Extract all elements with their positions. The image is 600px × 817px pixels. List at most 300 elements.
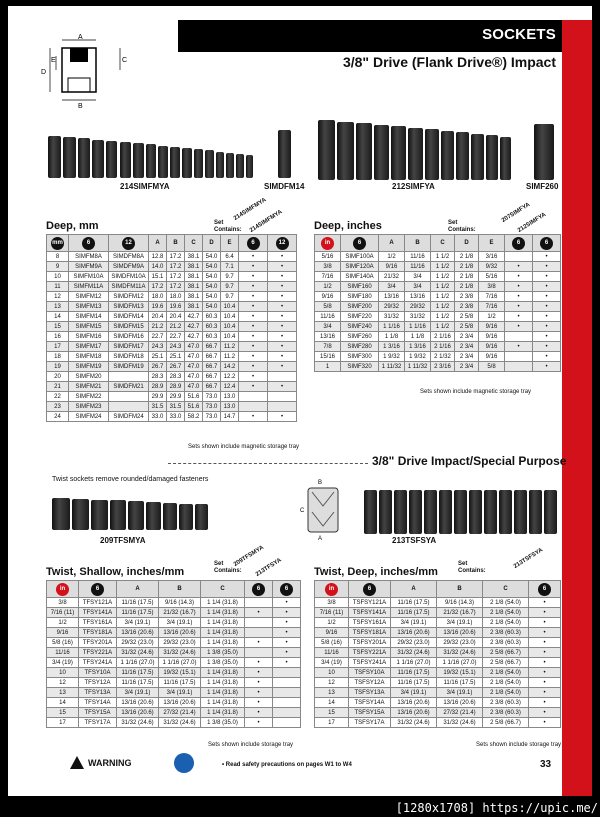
table-cell: 16 xyxy=(47,332,69,342)
table-cell xyxy=(505,332,533,342)
table-cell: 1 1/16 xyxy=(405,322,431,332)
table-row xyxy=(47,698,301,708)
table-cell: 9/16 xyxy=(315,628,349,638)
table-cell: 28.9 xyxy=(167,382,185,392)
table-cell: 29/32 (23.0) xyxy=(391,638,437,648)
table-row xyxy=(315,322,561,332)
col-a: A xyxy=(117,581,159,598)
col-a: A xyxy=(149,235,167,252)
table-cell: 27/32 (21.4) xyxy=(437,708,483,718)
twist-deep-set-label-1: 213TSFSYA xyxy=(512,547,545,570)
col-set-b: 6 xyxy=(533,235,561,252)
table-cell: 15 xyxy=(47,322,69,332)
table-cell: SIMFM23 xyxy=(69,402,109,412)
table-row xyxy=(47,688,301,698)
table-cell: • xyxy=(533,342,561,352)
table-cell: 10.4 xyxy=(221,312,239,322)
table-cell xyxy=(273,698,301,708)
table-cell: 1 3/8 (35.0) xyxy=(201,658,245,668)
table-cell: • xyxy=(533,282,561,292)
table-cell: • xyxy=(268,262,297,272)
table-cell: 12 xyxy=(315,678,349,688)
table-cell: • xyxy=(529,628,561,638)
table-cell: 12.4 xyxy=(221,382,239,392)
table-cell: SIMDFM14 xyxy=(109,312,149,322)
socket-photo xyxy=(205,150,214,178)
table-cell: 19 xyxy=(47,362,69,372)
table-cell: 29.9 xyxy=(167,392,185,402)
table-cell: 3/4 (19.1) xyxy=(437,618,483,628)
table-cell: SIMFM12 xyxy=(69,292,109,302)
table-cell: SIMFM21 xyxy=(69,382,109,392)
table-cell: 47.0 xyxy=(185,362,203,372)
table-cell: 19/32 (15.1) xyxy=(159,668,201,678)
table-cell: 17.2 xyxy=(167,262,185,272)
table-cell: 19/32 (15.1) xyxy=(437,668,483,678)
table-cell: 2 1/8 (54.0) xyxy=(483,668,529,678)
table-cell: 11/16 (17.5) xyxy=(391,598,437,608)
table-cell: 2 1/8 xyxy=(455,282,479,292)
table-cell: • xyxy=(529,708,561,718)
table-cell: 54.0 xyxy=(203,282,221,292)
socket-photo xyxy=(408,128,423,181)
table-cell: 31/32 (24.6) xyxy=(391,648,437,658)
table-cell: 2 3/8 (60.3) xyxy=(483,638,529,648)
table-cell: • xyxy=(505,272,533,282)
table-row xyxy=(315,282,561,292)
table-row xyxy=(315,698,561,708)
table-cell: 9.7 xyxy=(221,292,239,302)
table-cell: TSFSY17A xyxy=(349,718,391,728)
table-cell: 3/8 xyxy=(479,282,505,292)
table-cell: 2 5/8 (66.7) xyxy=(483,648,529,658)
table-cell: 3/4 (19.1) xyxy=(391,688,437,698)
table-cell: 11.2 xyxy=(221,352,239,362)
table-cell: 1 9/32 xyxy=(405,352,431,362)
table-cell: 5/8 xyxy=(315,302,341,312)
table-cell xyxy=(273,688,301,698)
table-cell: 11/16 xyxy=(405,252,431,262)
table-cell: 14 xyxy=(47,312,69,322)
table-cell: 20 xyxy=(47,372,69,382)
svg-text:B: B xyxy=(318,480,323,486)
table-row xyxy=(315,718,561,728)
table-cell: 13/16 (20.6) xyxy=(159,698,201,708)
socket-photo xyxy=(499,490,512,534)
table-cell: 31/32 (24.6) xyxy=(391,718,437,728)
table-cell: • xyxy=(268,412,297,422)
table-cell: • xyxy=(273,598,301,608)
socket-photo xyxy=(146,144,157,178)
table-cell: 2 1/16 xyxy=(431,332,455,342)
table-cell: 47.0 xyxy=(185,382,203,392)
col-a: A xyxy=(379,235,405,252)
table-cell: • xyxy=(268,292,297,302)
socket-photo xyxy=(110,500,126,530)
table-cell: 2 1/8 (54.0) xyxy=(483,598,529,608)
table-cell: TFSY181A xyxy=(79,628,117,638)
table-cell: • xyxy=(239,312,268,322)
table-cell: SIMDFM16 xyxy=(109,332,149,342)
col-6pt: 6 xyxy=(69,235,109,252)
table-cell: 11/16 xyxy=(315,312,341,322)
table-cell: • xyxy=(268,352,297,362)
table-cell: TFSY13A xyxy=(79,688,117,698)
table-cell: 1/2 xyxy=(315,282,341,292)
page-number: 33 xyxy=(540,759,552,770)
table-cell: 3/4 xyxy=(405,272,431,282)
socket-photo xyxy=(469,490,482,534)
table-cell: 38.1 xyxy=(185,262,203,272)
table-cell: 31/32 (24.6) xyxy=(117,718,159,728)
table-cell: 1 1/4 (31.8) xyxy=(201,708,245,718)
col-set: 6 xyxy=(529,581,561,598)
table-cell: 5/8 (16) xyxy=(315,638,349,648)
table-cell: 7/16 (11) xyxy=(47,608,79,618)
table-cell: • xyxy=(268,312,297,322)
socket-photo xyxy=(128,501,144,530)
table-row xyxy=(315,342,561,352)
socket-photo xyxy=(364,490,377,534)
table-cell: 11/16 (17.5) xyxy=(117,608,159,618)
table-cell: • xyxy=(533,302,561,312)
table-row xyxy=(47,362,297,372)
table-cell: 13/16 (20.6) xyxy=(159,628,201,638)
table-cell: 11/16 (17.5) xyxy=(391,668,437,678)
table-cell: 31/32 (24.6) xyxy=(159,648,201,658)
table-cell: 73.0 xyxy=(203,412,221,422)
table-cell: 9/16 xyxy=(379,262,405,272)
col-set-a: 6 xyxy=(505,235,533,252)
table-cell: 19.6 xyxy=(167,302,185,312)
table-cell: TFSY15A xyxy=(79,708,117,718)
twist-shallow-set-label-1: 209TFSMYA xyxy=(232,544,265,568)
table-cell: 2 3/8 xyxy=(455,302,479,312)
twist-shallow-table xyxy=(46,580,301,728)
table-row xyxy=(315,362,561,372)
socket-photo xyxy=(182,148,192,178)
table-cell: 1 11/32 xyxy=(405,362,431,372)
table-cell: TFSY201A xyxy=(79,638,117,648)
table-cell: TFSY161A xyxy=(79,618,117,628)
table-row xyxy=(315,292,561,302)
table-cell: 13/16 (20.6) xyxy=(437,628,483,638)
table-cell: 1 11/32 xyxy=(379,362,405,372)
table-row xyxy=(47,598,301,608)
table-cell: 1 1/2 xyxy=(431,302,455,312)
table-cell: 12.2 xyxy=(221,372,239,382)
table-cell: SIMFM11A xyxy=(69,282,109,292)
socket-photo xyxy=(318,120,335,180)
table-cell: 58.2 xyxy=(185,412,203,422)
table-cell: • xyxy=(529,718,561,728)
table-cell: 9/16 xyxy=(479,352,505,362)
table-row xyxy=(47,262,297,272)
table-row xyxy=(315,302,561,312)
deep-in-set-label-1: 207SIMFYA xyxy=(500,201,532,224)
table-cell: 47.0 xyxy=(185,342,203,352)
table-cell: SIMFM8A xyxy=(69,252,109,262)
twist-deep-set-contains: Set Contains: xyxy=(458,561,486,574)
table-cell: TFSY141A xyxy=(79,608,117,618)
table-cell: • xyxy=(268,332,297,342)
twist-socket-diagram xyxy=(298,476,354,542)
table-cell: • xyxy=(505,312,533,322)
table-cell: 1 1/2 xyxy=(431,282,455,292)
table-cell: 10 xyxy=(47,668,79,678)
table-row xyxy=(47,402,297,412)
table-cell: 31/32 (24.6) xyxy=(117,648,159,658)
table-cell: SIMFM13 xyxy=(69,302,109,312)
table-cell: • xyxy=(529,598,561,608)
table-cell: • xyxy=(273,638,301,648)
table-cell: 9/16 xyxy=(315,292,341,302)
table-cell: 51.6 xyxy=(185,402,203,412)
table-row xyxy=(315,252,561,262)
socket-photo xyxy=(441,131,455,181)
table-row xyxy=(315,352,561,362)
socket-photo xyxy=(195,504,208,530)
table-cell: SIMDFM11A xyxy=(109,282,149,292)
socket-simdfm14-photo xyxy=(278,130,291,178)
table-cell: 27/32 (21.4) xyxy=(159,708,201,718)
photo-label-213tsfsya: 213TSFSYA xyxy=(392,536,437,545)
table-row xyxy=(315,648,561,658)
table-cell: 14.2 xyxy=(221,362,239,372)
table-cell: 7/16 xyxy=(315,272,341,282)
table-cell: • xyxy=(273,618,301,628)
col-c: C xyxy=(201,581,245,598)
table-cell: 3/4 (19.1) xyxy=(159,688,201,698)
col-b: B xyxy=(437,581,483,598)
table-cell: TFSY12A xyxy=(79,678,117,688)
col-a: A xyxy=(391,581,437,598)
table-row xyxy=(315,638,561,648)
table-cell: SIMF200 xyxy=(341,302,379,312)
warning-label: WARNING xyxy=(88,758,132,768)
table-cell: 3/16 xyxy=(479,252,505,262)
table-cell: 19.6 xyxy=(149,302,167,312)
table-cell: 38.1 xyxy=(185,282,203,292)
table-row xyxy=(47,392,297,402)
table-cell: 14 xyxy=(315,698,349,708)
table-cell: • xyxy=(268,382,297,392)
deep-in-set-label-2: 212SIMFYA xyxy=(516,211,548,234)
table-cell xyxy=(268,372,297,382)
table-cell: 5/16 xyxy=(315,252,341,262)
dim-d-label: D xyxy=(41,69,47,76)
table-cell: TSFSY241A xyxy=(349,658,391,668)
table-cell: SIMF240 xyxy=(341,322,379,332)
table-cell: TSFSY161A xyxy=(349,618,391,628)
table-cell: 54.0 xyxy=(203,252,221,262)
table-cell: • xyxy=(239,332,268,342)
table-cell: 54.0 xyxy=(203,302,221,312)
table-cell xyxy=(245,598,273,608)
table-cell: 1 1/16 (27.0) xyxy=(391,658,437,668)
table-cell: 9/16 xyxy=(479,332,505,342)
table-cell: 12 xyxy=(47,292,69,302)
table-cell: 13/16 (20.6) xyxy=(117,628,159,638)
table-cell: 2 1/32 xyxy=(431,352,455,362)
table-cell xyxy=(505,352,533,362)
table-cell xyxy=(109,372,149,382)
table-cell xyxy=(273,708,301,718)
table-cell: SIMDFM8A xyxy=(109,252,149,262)
table-row xyxy=(315,688,561,698)
table-cell: TSFSY201A xyxy=(349,638,391,648)
table-cell: 1 xyxy=(315,362,341,372)
table-cell: 29/32 (23.0) xyxy=(437,638,483,648)
table-cell: 38.1 xyxy=(185,252,203,262)
table-cell xyxy=(239,402,268,412)
table-cell: 14.0 xyxy=(149,262,167,272)
table-cell: TSFSY15A xyxy=(349,708,391,718)
deep-mm-table xyxy=(46,234,297,422)
table-cell: 29.9 xyxy=(149,392,167,402)
table-cell: TSFSY141A xyxy=(349,608,391,618)
table-cell: 11/16 (17.5) xyxy=(437,678,483,688)
table-cell: SIMF220 xyxy=(341,312,379,322)
table-cell: 2 3/4 xyxy=(455,342,479,352)
socket-photo xyxy=(146,502,161,530)
table-row xyxy=(47,708,301,718)
table-cell: 2 3/8 (60.3) xyxy=(483,628,529,638)
table-cell: 2 1/8 xyxy=(455,252,479,262)
table-cell xyxy=(109,402,149,412)
table-cell: 7/16 xyxy=(479,292,505,302)
table-cell: 17 xyxy=(315,718,349,728)
table-cell: TFSY17A xyxy=(79,718,117,728)
table-cell: 31.5 xyxy=(149,402,167,412)
socket-photo xyxy=(63,137,76,178)
col-mm: mm xyxy=(47,235,69,252)
table-cell: TSFSY12A xyxy=(349,678,391,688)
table-cell: SIMDFM24 xyxy=(109,412,149,422)
table-cell: SIMFM20 xyxy=(69,372,109,382)
table-cell: TFSY121A xyxy=(79,598,117,608)
table-cell: • xyxy=(273,608,301,618)
table-cell: 1 1/4 (31.8) xyxy=(201,668,245,678)
table-cell: 7/16 (11) xyxy=(315,608,349,618)
deep-mm-set-label-2: 214SIMFMYA xyxy=(248,209,284,234)
socket-photo xyxy=(72,499,89,530)
col-6pt: 6 xyxy=(349,581,391,598)
table-cell: 24.3 xyxy=(149,342,167,352)
table-cell: 10.4 xyxy=(221,332,239,342)
table-cell xyxy=(245,648,273,658)
table-cell: • xyxy=(529,648,561,658)
table-cell: 31/32 xyxy=(405,312,431,322)
table-row xyxy=(47,372,297,382)
table-cell: 9/16 xyxy=(479,322,505,332)
table-cell: 11/16 (17.5) xyxy=(159,678,201,688)
table-cell: 10.4 xyxy=(221,322,239,332)
table-cell: 13/16 (20.6) xyxy=(391,698,437,708)
table-cell: 13 xyxy=(47,688,79,698)
table-cell: 9/16 (14.3) xyxy=(159,598,201,608)
socket-photo xyxy=(246,155,253,178)
safety-glasses-icon xyxy=(174,753,194,773)
table-cell: 10.4 xyxy=(221,302,239,312)
table-cell: 2 5/8 xyxy=(455,322,479,332)
table-cell: 13/16 (20.6) xyxy=(117,708,159,718)
table-cell: • xyxy=(239,352,268,362)
socket-simf260-photo xyxy=(534,124,554,180)
table-cell: • xyxy=(239,282,268,292)
table-cell: • xyxy=(533,362,561,372)
table-cell: SIMFM19 xyxy=(69,362,109,372)
table-cell: 31.5 xyxy=(167,402,185,412)
table-cell: TSFSY181A xyxy=(349,628,391,638)
table-cell: TSFSY121A xyxy=(349,598,391,608)
table-cell: TSFSY221A xyxy=(349,648,391,658)
table-cell: • xyxy=(273,628,301,638)
table-cell: 3/4 (19.1) xyxy=(117,618,159,628)
table-cell: 9.7 xyxy=(221,272,239,282)
table-cell: SIMF140A xyxy=(341,272,379,282)
table-cell: 17.2 xyxy=(167,272,185,282)
table-cell: 1 1/2 xyxy=(431,252,455,262)
table-cell: 31/32 xyxy=(379,312,405,322)
col-set-6: 6 xyxy=(239,235,268,252)
table-cell: • xyxy=(268,362,297,372)
table-cell: 66.7 xyxy=(203,382,221,392)
socket-photo xyxy=(391,126,406,180)
table-cell: 2 1/8 xyxy=(455,272,479,282)
table-cell: • xyxy=(505,342,533,352)
table-cell: 2 5/8 xyxy=(455,312,479,322)
svg-text:C: C xyxy=(300,508,305,514)
table-cell: 1/2 xyxy=(315,618,349,628)
table-row xyxy=(47,332,297,342)
twist-deep-table xyxy=(314,580,561,728)
twist-shallow-set-label-2: 213TFSYA xyxy=(254,557,283,578)
table-cell: • xyxy=(239,302,268,312)
deep-mm-set-contains: Set Contains: xyxy=(214,220,242,233)
table-row xyxy=(47,282,297,292)
table-cell: 1 1/4 (31.8) xyxy=(201,688,245,698)
table-cell: 9/16 xyxy=(479,342,505,352)
table-cell: 25.1 xyxy=(149,352,167,362)
table-cell xyxy=(505,252,533,262)
table-cell: • xyxy=(529,618,561,628)
socket-photo xyxy=(544,490,557,534)
table-row xyxy=(47,252,297,262)
table-cell: SIMDFM9A xyxy=(109,262,149,272)
twist-note: Twist sockets remove rounded/damaged fasteners xyxy=(52,476,209,483)
socket-photo xyxy=(120,142,131,178)
table-cell: 11 xyxy=(47,282,69,292)
table-cell: 21.2 xyxy=(149,322,167,332)
table-cell: SIMFM17 xyxy=(69,342,109,352)
table-row xyxy=(47,322,297,332)
table-cell: 26.7 xyxy=(149,362,167,372)
table-cell: • xyxy=(529,678,561,688)
table-cell: 20.4 xyxy=(149,312,167,322)
table-cell: 1 1/4 (31.8) xyxy=(201,698,245,708)
table-cell: TFSY10A xyxy=(79,668,117,678)
socket-photo xyxy=(379,490,392,534)
table-cell: SIMFM18 xyxy=(69,352,109,362)
table-cell: 38.1 xyxy=(185,292,203,302)
socket-photo xyxy=(424,490,437,534)
deep-in-set-contains: Set Contains: xyxy=(448,220,476,233)
table-cell: 1 1/2 xyxy=(431,262,455,272)
table-row xyxy=(47,292,297,302)
table-cell: 11/16 xyxy=(47,648,79,658)
table-cell: • xyxy=(273,648,301,658)
